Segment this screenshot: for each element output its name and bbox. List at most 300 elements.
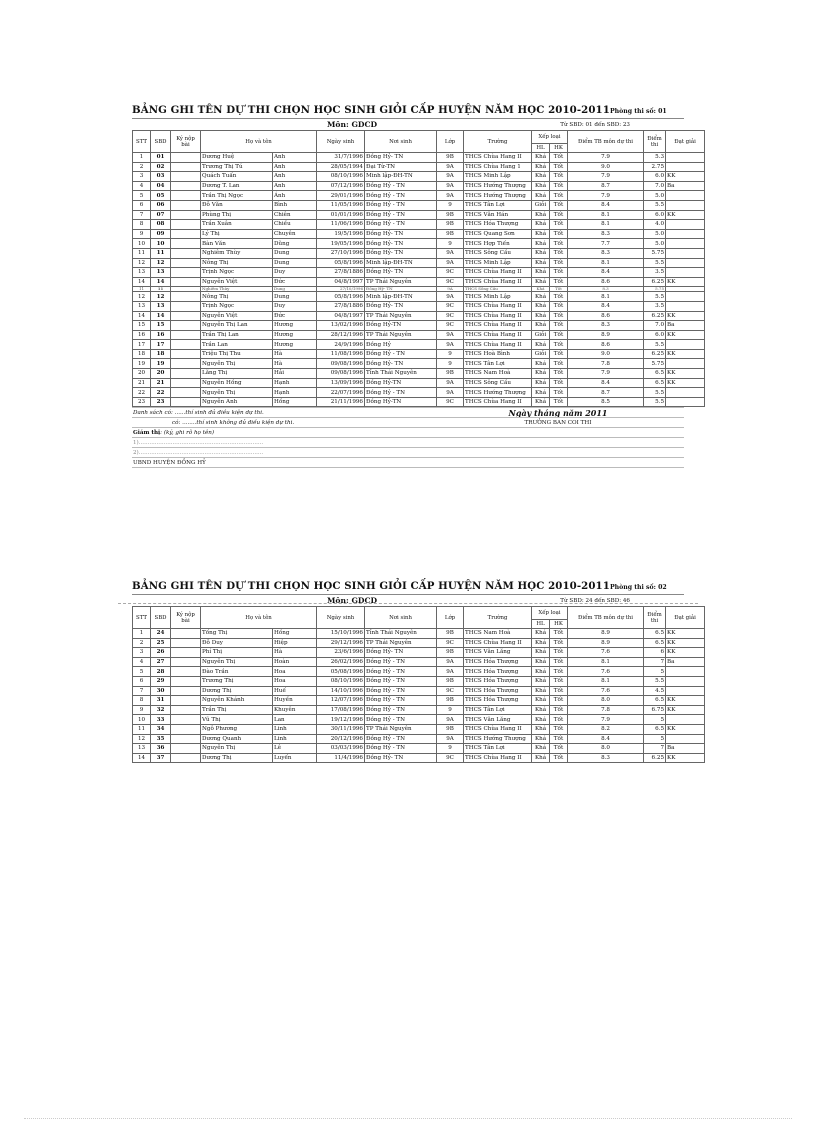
cell-stt: 2	[133, 162, 151, 172]
cell-birth-date: 29/01/1996	[317, 191, 365, 201]
cell-class: 9B	[437, 229, 464, 239]
cell-avg-score: 8.9	[568, 638, 644, 648]
cell-birth-date: 19/5/1996	[317, 229, 365, 239]
cell-surname: Nguyễn Thị	[201, 359, 273, 369]
cell-hk: Tốt	[550, 200, 568, 210]
cell-award: KK	[666, 210, 705, 220]
cell-hk: Tốt	[550, 696, 568, 706]
cell-signature	[171, 676, 201, 686]
cell-surname: Nguyễn Thị	[201, 744, 273, 754]
cell-stt: 12	[133, 258, 151, 268]
cell-stt: 1	[133, 629, 151, 639]
col-award: Đạt giải	[666, 131, 705, 153]
cell-surname: Trịnh Ngọc	[201, 301, 273, 311]
cell-stt: 3	[133, 172, 151, 182]
cell-given-name: Hồng	[273, 397, 317, 407]
cell-hl: Khá	[532, 657, 550, 667]
cell-avg-score: 8.3	[568, 753, 644, 763]
cell-school: THCS Sông Cầu	[464, 378, 532, 388]
cell-avg-score: 8.1	[568, 258, 644, 268]
cell-sbd: 09	[151, 229, 171, 239]
table-row	[133, 359, 705, 369]
cell-sbd: 36	[151, 744, 171, 754]
table-row	[133, 292, 705, 302]
cell-birth-date: 27/10/1996	[317, 287, 365, 292]
cell-given-name: Hạnh	[273, 378, 317, 388]
cell-signature	[171, 629, 201, 639]
cell-hl: Khá	[532, 629, 550, 639]
cell-class: 9C	[437, 277, 464, 287]
signature-line-2[interactable]: 2)......................................................................	[132, 448, 432, 458]
cell-given-name: Hương	[273, 330, 317, 340]
cell-sbd: 30	[151, 686, 171, 696]
cell-exam-score: 6.25	[644, 753, 666, 763]
cell-sbd: 12	[151, 258, 171, 268]
cell-birth-place: Đồng Hỷ - TN	[365, 744, 437, 754]
cell-sbd: 17	[151, 340, 171, 350]
cell-signature	[171, 397, 201, 407]
cell-stt: 14	[133, 277, 151, 287]
cell-sbd: 07	[151, 210, 171, 220]
cell-given-name: Hương	[273, 340, 317, 350]
col-rank: Xếp loại	[532, 131, 568, 144]
cell-hl: Khá	[532, 734, 550, 744]
cell-birth-place: Đồng Hỷ- TN	[365, 301, 437, 311]
cell-surname: Dương T. Lan	[201, 181, 273, 191]
cell-birth-place: Đồng Hỷ- TN	[365, 268, 437, 278]
cell-hk: Tốt	[550, 181, 568, 191]
cell-avg-score: 8.4	[568, 301, 644, 311]
col-exam-score: Điểm thi	[644, 607, 666, 629]
cell-hk: Tốt	[550, 397, 568, 407]
signature-line-1[interactable]: 1)......................................................................	[132, 438, 432, 448]
cell-birth-date: 27/10/1996	[317, 248, 365, 258]
cell-avg-score: 8.1	[568, 676, 644, 686]
col-stt: STT	[133, 131, 151, 153]
table-row	[133, 172, 705, 182]
cell-avg-score: 7.7	[568, 239, 644, 249]
cell-avg-score: 7.6	[568, 667, 644, 677]
cell-sbd: 04	[151, 181, 171, 191]
cell-birth-place: Tỉnh Thái Nguyên	[365, 629, 437, 639]
cell-signature	[171, 248, 201, 258]
table-row	[133, 301, 705, 311]
cell-award: KK	[666, 378, 705, 388]
table-row	[133, 200, 705, 210]
cell-sbd: 35	[151, 734, 171, 744]
cell-sbd: 08	[151, 220, 171, 230]
cell-exam-score: 6.25	[644, 311, 666, 321]
cell-surname: Nghiêm Thùy	[201, 287, 273, 292]
cell-class: 9A	[437, 657, 464, 667]
cell-sbd: 06	[151, 200, 171, 210]
cell-sbd: 12	[151, 292, 171, 302]
cell-birth-date: 31/7/1996	[317, 153, 365, 163]
cell-stt: 16	[133, 330, 151, 340]
cell-award: Ba	[666, 657, 705, 667]
cell-avg-score: 8.3	[568, 229, 644, 239]
cell-school: THCS Minh Lập	[464, 292, 532, 302]
cell-class: 9	[437, 200, 464, 210]
cell-signature	[171, 378, 201, 388]
cell-school: THCS Văn Lăng	[464, 648, 532, 658]
cell-signature	[171, 200, 201, 210]
candidate-table	[132, 606, 705, 763]
table-row	[133, 629, 705, 639]
col-rank: Xếp loại	[532, 607, 568, 620]
cell-school: THCS Hóa Thượng	[464, 696, 532, 706]
cell-avg-score: 9.0	[568, 162, 644, 172]
cell-stt: 14	[133, 753, 151, 763]
cell-birth-place: Đồng Hỷ - TN	[365, 200, 437, 210]
cell-exam-score: 6.0	[644, 330, 666, 340]
col-full-name: Họ và tên	[201, 131, 317, 153]
cell-exam-score: 5.5	[644, 397, 666, 407]
cell-stt: 11	[133, 287, 151, 292]
cell-avg-score: 8.2	[568, 724, 644, 734]
cell-award: Ba	[666, 321, 705, 331]
cell-hk: Tốt	[550, 311, 568, 321]
table-row	[133, 676, 705, 686]
cell-avg-score: 7.8	[568, 359, 644, 369]
cell-birth-place: Tỉnh Thái Nguyên	[365, 369, 437, 379]
cell-given-name: Anh	[273, 153, 317, 163]
cell-award: KK	[666, 349, 705, 359]
table-row	[133, 349, 705, 359]
cell-avg-score: 8.9	[568, 330, 644, 340]
cell-school: THCS Tân Lợi	[464, 705, 532, 715]
cell-school: THCS Chùa Hang II	[464, 311, 532, 321]
cell-surname: Tống Thị	[201, 629, 273, 639]
cell-birth-place: Đại Từ-TN	[365, 162, 437, 172]
cell-sbd: 14	[151, 311, 171, 321]
cell-birth-date: 11/06/1996	[317, 220, 365, 230]
cell-stt: 13	[133, 268, 151, 278]
cell-surname: Đào Trần	[201, 667, 273, 677]
table-row	[133, 181, 705, 191]
cell-avg-score: 7.6	[568, 648, 644, 658]
cell-given-name: Huyền	[273, 696, 317, 706]
cell-hk: Tốt	[550, 359, 568, 369]
cell-surname: Trần Thị	[201, 705, 273, 715]
cell-hk: Tốt	[550, 629, 568, 639]
cell-birth-place: Đồng Hỷ-TN	[365, 321, 437, 331]
sbd-range: Từ SBD: 01 đến SBD: 23	[560, 121, 630, 128]
cell-birth-place: Đồng Hỷ - TN	[365, 388, 437, 398]
cell-given-name: Lê	[273, 744, 317, 754]
col-sbd: SBD	[151, 607, 171, 629]
cell-birth-date: 17/08/1996	[317, 705, 365, 715]
cell-birth-date: 19/12/1996	[317, 715, 365, 725]
cell-sbd: 02	[151, 162, 171, 172]
cell-sbd: 28	[151, 667, 171, 677]
cell-surname: Trương Thị	[201, 676, 273, 686]
cell-avg-score: 8.6	[568, 311, 644, 321]
cell-signature	[171, 292, 201, 302]
cell-award	[666, 268, 705, 278]
cell-avg-score: 8.1	[568, 292, 644, 302]
cell-stt: 13	[133, 301, 151, 311]
cell-class: 9A	[437, 191, 464, 201]
page-bottom-rule	[24, 1118, 792, 1119]
cell-signature	[171, 321, 201, 331]
cell-exam-score: 5.5	[644, 388, 666, 398]
cell-signature	[171, 172, 201, 182]
cell-class: 9B	[437, 369, 464, 379]
cell-signature	[171, 753, 201, 763]
cell-surname: Dương Thị	[201, 753, 273, 763]
cell-signature	[171, 724, 201, 734]
cell-signature	[171, 153, 201, 163]
cell-birth-date: 27/8/1886	[317, 301, 365, 311]
cell-award	[666, 248, 705, 258]
cell-birth-date: 04/8/1997	[317, 311, 365, 321]
cell-exam-score: 5	[644, 715, 666, 725]
cell-birth-date: 29/12/1996	[317, 638, 365, 648]
cell-award	[666, 292, 705, 302]
cell-sbd: 10	[151, 239, 171, 249]
cell-given-name: Lan	[273, 715, 317, 725]
cell-signature	[171, 388, 201, 398]
cell-hl: Khá	[532, 210, 550, 220]
cell-avg-score: 9.0	[568, 349, 644, 359]
list-count-eligible: Danh sách có: ......thí sinh đủ điều kiện dự thi.	[132, 408, 432, 418]
cell-birth-date: 28/05/1994	[317, 162, 365, 172]
col-avg-score: Điểm TB môn dự thi	[568, 607, 644, 629]
cell-birth-date: 20/12/1996	[317, 734, 365, 744]
cell-hl: Khá	[532, 686, 550, 696]
cell-avg-score: 7.6	[568, 686, 644, 696]
cell-hl: Khá	[532, 667, 550, 677]
cell-award: KK	[666, 753, 705, 763]
cell-birth-date: 30/11/1996	[317, 724, 365, 734]
cell-birth-place: Đồng Hỷ - TN	[365, 715, 437, 725]
cell-birth-place: Đồng Hỷ - TN	[365, 210, 437, 220]
cell-birth-place: Đồng Hỷ- TN	[365, 229, 437, 239]
subject-row	[132, 118, 684, 130]
cell-birth-date: 13/02/1996	[317, 321, 365, 331]
cell-birth-date: 26/02/1996	[317, 657, 365, 667]
cell-class: 9C	[437, 397, 464, 407]
cell-avg-score: 8.4	[568, 200, 644, 210]
cell-birth-date: 09/08/1996	[317, 359, 365, 369]
cell-school: THCS Nam Hoà	[464, 629, 532, 639]
cell-exam-score: 5.5	[644, 200, 666, 210]
cell-hl: Khá	[532, 220, 550, 230]
cell-hk: Tốt	[550, 686, 568, 696]
cell-school: THCS Quang Sơn	[464, 229, 532, 239]
cell-school: THCS Chùa Hang II	[464, 724, 532, 734]
cell-given-name: Ánh	[273, 191, 317, 201]
cell-stt: 4	[133, 657, 151, 667]
cell-avg-score: 8.6	[568, 277, 644, 287]
cell-exam-score: 6.5	[644, 378, 666, 388]
col-school: Trường	[464, 131, 532, 153]
cell-given-name: Hoàn	[273, 657, 317, 667]
cell-hl: Khá	[532, 638, 550, 648]
cell-award: KK	[666, 311, 705, 321]
table-row	[133, 153, 705, 163]
cell-exam-score: 5.0	[644, 191, 666, 201]
cell-sbd: 11	[151, 287, 171, 292]
cell-school: THCS Chùa Hang II	[464, 330, 532, 340]
cell-birth-date: 12/07/1996	[317, 696, 365, 706]
cell-birth-place: Đồng Hỷ- TN	[365, 248, 437, 258]
cell-signature	[171, 657, 201, 667]
cell-award	[666, 220, 705, 230]
cell-sbd: 33	[151, 715, 171, 725]
cell-signature	[171, 258, 201, 268]
cell-award	[666, 715, 705, 725]
cell-birth-date: 01/01/1996	[317, 210, 365, 220]
cell-sbd: 23	[151, 397, 171, 407]
cell-exam-score: 6.5	[644, 696, 666, 706]
cell-exam-score: 5.75	[644, 287, 666, 292]
cell-signature	[171, 268, 201, 278]
cell-award	[666, 239, 705, 249]
cell-surname: Phí Thị	[201, 648, 273, 658]
cell-school: THCS Văn Hán	[464, 210, 532, 220]
cell-birth-date: 27/8/1886	[317, 268, 365, 278]
cell-surname: Nguyễn Việt	[201, 277, 273, 287]
col-school: Trường	[464, 607, 532, 629]
cell-exam-score: 5.5	[644, 676, 666, 686]
cell-sbd: 26	[151, 648, 171, 658]
table-row	[133, 388, 705, 398]
cell-award	[666, 686, 705, 696]
cell-stt: 21	[133, 378, 151, 388]
cell-given-name: Hà	[273, 648, 317, 658]
cell-avg-score: 8.5	[568, 397, 644, 407]
cell-surname: Nguyễn Anh	[201, 397, 273, 407]
table-row	[133, 638, 705, 648]
table-row	[133, 220, 705, 230]
cell-class: 9B	[437, 210, 464, 220]
cell-school: THCS Hóa Thượng	[464, 657, 532, 667]
cell-sbd: 11	[151, 248, 171, 258]
cell-birth-place: Đồng Hỷ - TN	[365, 191, 437, 201]
cell-hl: Khá	[532, 378, 550, 388]
table-row	[133, 191, 705, 201]
cell-award	[666, 359, 705, 369]
cell-hk: Tốt	[550, 744, 568, 754]
cell-award	[666, 734, 705, 744]
cell-award	[666, 162, 705, 172]
col-academic: HL	[532, 620, 550, 629]
cell-school: THCS Chùa Hang II	[464, 397, 532, 407]
cell-sbd: 24	[151, 629, 171, 639]
cell-hk: Tốt	[550, 388, 568, 398]
cell-given-name: Luyến	[273, 753, 317, 763]
table-row	[133, 705, 705, 715]
cell-birth-place: Đồng Hỷ - TN	[365, 349, 437, 359]
cell-school: THCS Hướng Thượng	[464, 388, 532, 398]
cell-sbd: 18	[151, 349, 171, 359]
cell-award	[666, 153, 705, 163]
cell-stt: 23	[133, 397, 151, 407]
cell-hl: Khá	[532, 287, 550, 292]
cell-stt: 4	[133, 181, 151, 191]
cell-stt: 8	[133, 220, 151, 230]
cell-exam-score: 5.0	[644, 229, 666, 239]
cell-stt: 6	[133, 676, 151, 686]
cell-sbd: 34	[151, 724, 171, 734]
cell-avg-score: 8.4	[568, 378, 644, 388]
cell-sbd: 03	[151, 172, 171, 182]
cell-hk: Tốt	[550, 301, 568, 311]
cell-stt: 10	[133, 239, 151, 249]
cell-hl: Khá	[532, 321, 550, 331]
cell-stt: 11	[133, 724, 151, 734]
cell-stt: 18	[133, 349, 151, 359]
cell-class: 9B	[437, 676, 464, 686]
cell-hk: Tốt	[550, 638, 568, 648]
cell-avg-score: 8.7	[568, 181, 644, 191]
cell-school: THCS Hóa Thượng	[464, 220, 532, 230]
cell-hl: Khá	[532, 311, 550, 321]
cell-surname: Nguyễn Hồng	[201, 378, 273, 388]
cell-signature	[171, 340, 201, 350]
table-row	[133, 715, 705, 725]
cell-school: THCS Hoà Bình	[464, 349, 532, 359]
invigilator-label: Giám thị: (ký, ghi rõ họ tên)	[132, 428, 432, 438]
cell-signature	[171, 715, 201, 725]
cell-school: THCS Tân Lợi	[464, 744, 532, 754]
cell-signature	[171, 191, 201, 201]
cell-birth-place: Minh lập-ĐH-TN	[365, 258, 437, 268]
col-class: Lớp	[437, 607, 464, 629]
cell-avg-score: 8.0	[568, 744, 644, 754]
cell-signature	[171, 648, 201, 658]
cell-exam-score: 6.0	[644, 210, 666, 220]
cell-signature	[171, 349, 201, 359]
sheet-title: BẢNG GHI TÊN DỰ THI CHỌN HỌC SINH GIỎI CẤP HUYỆN NĂM HỌC 2010-2011	[132, 580, 610, 592]
cell-surname: Trần Lan	[201, 340, 273, 350]
table-row	[133, 724, 705, 734]
cell-stt: 6	[133, 200, 151, 210]
cell-exam-score: 6.5	[644, 629, 666, 639]
cell-hk: Tốt	[550, 239, 568, 249]
sheet-footer	[132, 407, 684, 468]
table-row	[133, 258, 705, 268]
cell-surname: Nông Thị	[201, 292, 273, 302]
cell-hk: Tốt	[550, 220, 568, 230]
cell-class: 9B	[437, 696, 464, 706]
cell-hl: Khá	[532, 696, 550, 706]
col-birth-place: Nơi sinh	[365, 607, 437, 629]
cell-hl: Khá	[532, 191, 550, 201]
table-row	[133, 162, 705, 172]
cell-school: THCS Tân Lợi	[464, 359, 532, 369]
table-row	[133, 277, 705, 287]
cell-signature	[171, 229, 201, 239]
cell-award	[666, 301, 705, 311]
cell-hk: Tốt	[550, 734, 568, 744]
cell-class: 9	[437, 744, 464, 754]
cell-class: 9	[437, 239, 464, 249]
cell-signature	[171, 744, 201, 754]
cell-given-name: Dung	[273, 287, 317, 292]
cell-birth-date: 22/07/1996	[317, 388, 365, 398]
cell-exam-score: 5.3	[644, 153, 666, 163]
cell-birth-date: 05/8/1996	[317, 292, 365, 302]
cell-hl: Khá	[532, 301, 550, 311]
cell-given-name: Duy	[273, 301, 317, 311]
col-signature: Ký nộp bài	[171, 607, 201, 629]
subject: Môn: GDCD	[327, 120, 378, 129]
col-signature: Ký nộp bài	[171, 131, 201, 153]
cell-stt: 19	[133, 359, 151, 369]
